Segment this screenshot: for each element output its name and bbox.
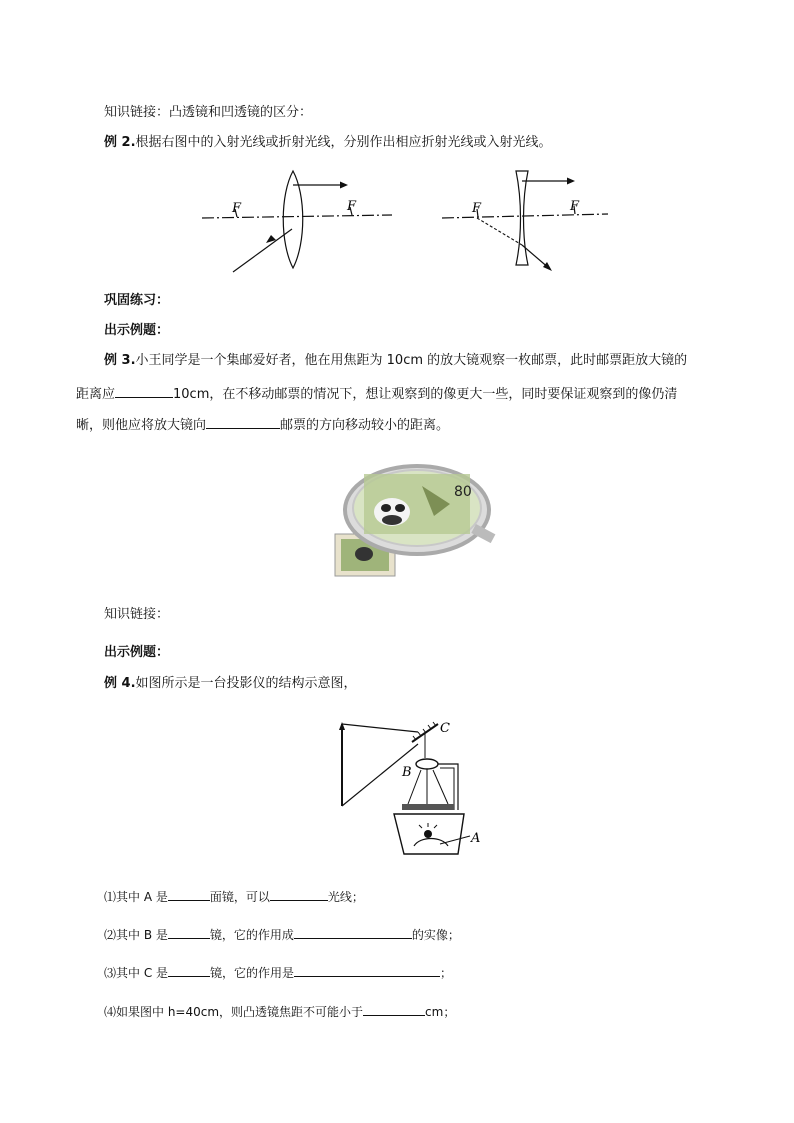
label-b: B: [402, 765, 412, 780]
knowledge-link-1: 知识链接：凸透镜和凹透镜的区分：: [104, 105, 313, 120]
example-3-text-3b: 邮票的方向移动较小的距离。: [280, 418, 450, 433]
answer-blank[interactable]: [168, 886, 210, 901]
example-4-label: 例 4.: [104, 676, 136, 691]
q1-text-b: 面镜，可以: [209, 890, 270, 904]
q4-text-b: cm；: [425, 1005, 456, 1019]
stamp-denomination: 80: [454, 484, 472, 500]
example-3-text-1: 小王同学是一个集邮爱好者，他在用焦距为 10cm 的放大镜观察一枚邮票，此时邮票距放大镜的: [135, 353, 688, 368]
convex-lens: [416, 759, 438, 769]
practice-heading: 巩固练习：: [104, 293, 170, 308]
example-3-text-2b: 10cm，在不移动邮票的情况下，想让观察到的像更大一些，同时要保证观察到的像仍清: [173, 387, 678, 402]
question-1: [104, 886, 364, 906]
focus-label-right: F: [570, 199, 580, 214]
arrow-icon: [340, 182, 348, 189]
answer-blank[interactable]: [294, 962, 440, 977]
incident-ray: [233, 229, 292, 272]
example-3-text-2a: 距离应: [76, 387, 116, 402]
answer-blank[interactable]: [270, 886, 328, 901]
q1-text-c: 光线；: [327, 890, 364, 904]
question-3: [104, 962, 452, 982]
dashed-extension: [477, 218, 522, 245]
convex-lens-diagram: [200, 165, 400, 277]
q1-text-a: ⑴其中 A 是: [104, 890, 168, 904]
q3-text-a: ⑶其中 C 是: [104, 966, 169, 980]
answer-blank[interactable]: [168, 962, 210, 977]
answer-blank[interactable]: [294, 924, 412, 939]
show-example-heading-2: 出示例题：: [104, 645, 170, 660]
example-3-line-1: [104, 352, 687, 370]
question-4: [104, 1001, 455, 1021]
example-4-text: 如图所示是一台投影仪的结构示意图，: [135, 676, 357, 691]
lamp-icon: [424, 830, 432, 838]
example-3-line-3: [76, 414, 449, 435]
concave-lens: [516, 171, 528, 265]
example-2-label: 例 2.: [104, 135, 136, 150]
example-3-label: 例 3.: [104, 353, 136, 368]
projector-diagram: [330, 718, 490, 858]
q3-text-b: 镜，它的作用是: [210, 966, 295, 980]
answer-blank[interactable]: [206, 414, 280, 429]
slide-holder: [402, 804, 454, 810]
answer-blank[interactable]: [168, 924, 210, 939]
example-3-text-3a: 晰，则他应将放大镜向: [76, 418, 207, 433]
example-2: [104, 134, 552, 152]
arrow-icon: [543, 262, 552, 271]
example-4: [104, 675, 357, 693]
example-3-line-2: [76, 383, 677, 404]
q3-text-c: ；: [440, 966, 453, 980]
label-a: A: [471, 831, 481, 846]
label-c: C: [440, 721, 450, 736]
q2-text-a: ⑵其中 B 是: [104, 928, 168, 942]
q4-text-a: ⑷如果图中 h=40cm，则凸透镜焦距不可能小于: [104, 1005, 364, 1019]
answer-blank[interactable]: [115, 383, 173, 398]
answer-blank[interactable]: [363, 1001, 425, 1016]
example-2-text: 根据右图中的入射光线或折射光线，分别作出相应折射光线或入射光线。: [135, 135, 552, 150]
focus-label-right: F: [347, 199, 357, 214]
arrow-up-icon: [339, 722, 345, 730]
knowledge-link-2: 知识链接：: [104, 607, 170, 622]
magnifier-stamp-image: [330, 446, 495, 582]
show-example-heading-1: 出示例题：: [104, 323, 170, 338]
arrow-icon: [567, 178, 575, 185]
focus-label-left: F: [472, 201, 482, 216]
concave-lens-diagram: [440, 165, 610, 277]
focus-label-left: F: [232, 201, 242, 216]
q2-text-b: 镜，它的作用成: [209, 928, 294, 942]
q2-text-c: 的实像；: [411, 928, 460, 942]
question-2: [104, 924, 460, 944]
